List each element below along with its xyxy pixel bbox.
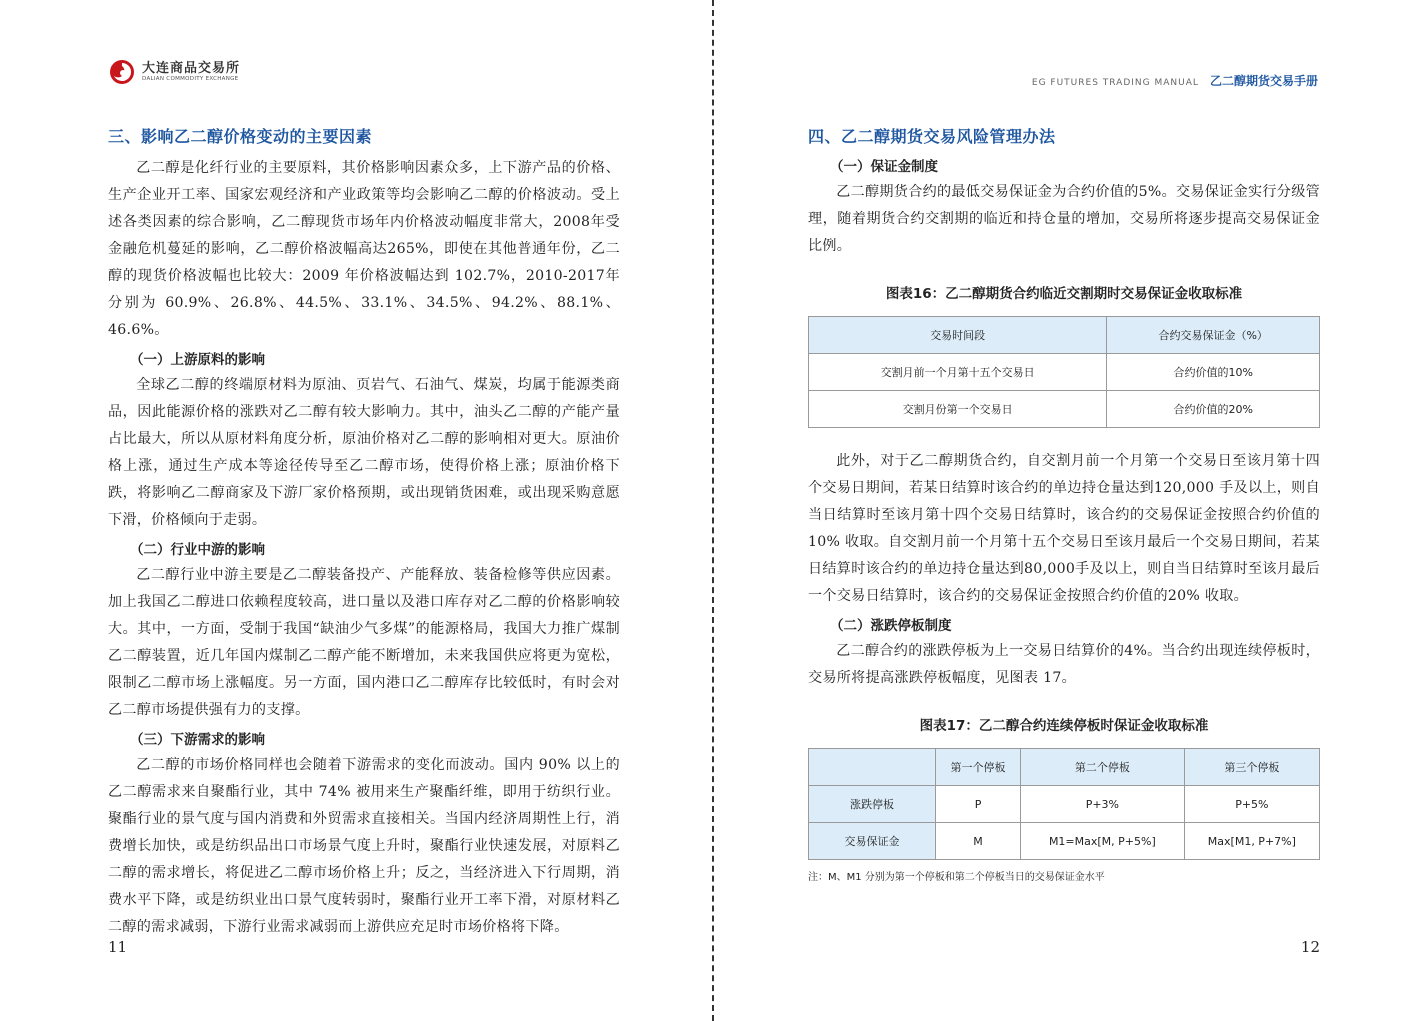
table-row <box>809 823 1320 860</box>
midstream-paragraph: 乙二醇行业中游主要是乙二醇装备投产、产能释放、装备检修等供应因素。加上我国乙二醇进口依赖程度较高，进口量以及港口库存对乙二醇的价格影响较大。其中，一方面，受制于我国“缺油少气多煤”的能源格局，我国大力推广煤制乙二醇装置，近几年国内煤制乙二醇产能不断增加，未来我国供应将更为宽松，限制乙二醇市场上涨幅度。另一方面，国内港口乙二醇库存比较低时，有时会对乙二醇市场提供强有力的支撑。 <box>108 567 620 718</box>
right-content <box>808 120 1320 883</box>
limit-table-17 <box>808 748 1320 860</box>
dce-logo-icon <box>108 58 136 86</box>
subsection-upstream-title: （一）上游原料的影响 <box>130 352 265 368</box>
table-cell: P+5% <box>1184 786 1319 823</box>
figure-16-title: 图表16：乙二醇期货合约临近交割期时交易保证金收取标准 <box>885 286 1243 302</box>
section-title-3: 三、影响乙二醇价格变动的主要因素 <box>108 127 373 146</box>
right-page <box>714 0 1426 1021</box>
subsection-margin-title: （一）保证金制度 <box>830 159 938 175</box>
intro-paragraph: 乙二醇是化纤行业的主要原料，其价格影响因素众多，上下游产品的价格、生产企业开工率、国家宏观经济和产业政策等均会影响乙二醇的价格波动。受上述各类因素的综合影响，乙二醇现货市场年内价格波动幅度非常大，2008年受金融危机蔓延的影响，乙二醇价格波幅高达265%，即使在其他普通年份，乙二醇的现货价格波幅也比较大：2009 年价格波幅达到 102.7%，2010-2017年分别为 60.9%、26.8%、44.5%、33.1%、34.5%、94.2%、88.1%、46.6%。 <box>108 160 620 338</box>
table-cell: 交割月份第一个交易日 <box>809 391 1107 428</box>
table-cell: P+3% <box>1021 786 1185 823</box>
left-content <box>108 120 620 945</box>
dce-logo <box>108 58 240 86</box>
limit-paragraph: 乙二醇合约的涨跌停板为上一交易日结算价的4%。当合约出现连续停板时，交易所将提高涨跌停板幅度，见图表 17。 <box>808 643 1320 686</box>
table-cell: M1=Max[M, P+5%] <box>1021 823 1185 860</box>
table-header-cell: 第二个停板 <box>1021 749 1185 786</box>
position-limit-paragraph: 此外，对于乙二醇期货合约，自交割月前一个月第一个交易日至该月第十四个交易日期间，若某日结算时该合约的单边持仓量达到120,000 手及以上，则自当日结算时至该月第十四个交易日结算时，该合约的交易保证金按照合约价值的10% 收取。自交割月前一个月第十五个交易日至该月最后一个交易日期间，若某日结算时该合约的单边持仓量达到80,000手及以上，则自当日结算时至该月最后一个交易日结算时，该合约的交易保证金按照合约价值的20% 收取。 <box>808 453 1320 604</box>
running-header-en: EG FUTURES TRADING MANUAL <box>1031 78 1199 88</box>
running-header <box>1032 70 1318 89</box>
table-row <box>809 786 1320 823</box>
table-cell: 合约价值的10% <box>1107 354 1320 391</box>
margin-paragraph: 乙二醇期货合约的最低交易保证金为合约价值的5%。交易保证金实行分级管理，随着期货合约交割期的临近和持仓量的增加，交易所将逐步提高交易保证金比例。 <box>808 184 1320 254</box>
table-row <box>809 354 1320 391</box>
table-header-row <box>809 317 1320 354</box>
subsection-downstream-title: （三）下游需求的影响 <box>130 732 265 748</box>
margin-table-16 <box>808 316 1320 428</box>
table-header-cell: 第三个停板 <box>1184 749 1319 786</box>
logo-cn-text: 大连商品交易所 <box>142 60 241 76</box>
table-cell: P <box>936 786 1021 823</box>
upstream-paragraph: 全球乙二醇的终端原材料为原油、页岩气、石油气、煤炭，均属于能源类商品，因此能源价格的涨跌对乙二醇有较大影响力。其中，油头乙二醇的产能产量占比最大，所以从原材料角度分析，原油价格对乙二醇的影响相对更大。原油价格上涨，通过生产成本等途径传导至乙二醇市场，使得价格上涨；原油价格下跌，将影响乙二醇商家及下游厂家价格预期，或出现销货困难，或出现采购意愿下滑，价格倾向于走弱。 <box>108 377 620 528</box>
table-cell: 交割月前一个月第十五个交易日 <box>809 354 1107 391</box>
section-title-4: 四、乙二醇期货交易风险管理办法 <box>808 127 1056 146</box>
table-header-cell: 合约交易保证金（%） <box>1107 317 1320 354</box>
table-row <box>809 391 1320 428</box>
table-cell: M <box>936 823 1021 860</box>
table-header-row <box>809 749 1320 786</box>
table-row-header: 涨跌停板 <box>809 786 936 823</box>
page-number-right: 12 <box>1300 938 1320 956</box>
logo-en-text: DALIAN COMMODITY EXCHANGE <box>142 75 239 82</box>
subsection-limit-title: （二）涨跌停板制度 <box>830 618 952 634</box>
subsection-midstream-title: （二）行业中游的影响 <box>130 542 265 558</box>
left-page <box>0 0 712 1021</box>
table-cell: 合约价值的20% <box>1107 391 1320 428</box>
table-cell: Max[M1, P+7%] <box>1184 823 1319 860</box>
table-header-cell: 交易时间段 <box>809 317 1107 354</box>
figure-17-title: 图表17：乙二醇合约连续停板时保证金收取标准 <box>919 718 1209 734</box>
table-note: 注：M、M1 分别为第一个停板和第二个停板当日的交易保证金水平 <box>808 872 1105 883</box>
running-header-cn: 乙二醇期货交易手册 <box>1209 74 1318 88</box>
table-header-cell: 第一个停板 <box>936 749 1021 786</box>
table-row-header: 交易保证金 <box>809 823 936 860</box>
table-header-cell <box>809 749 936 786</box>
page-number-left: 11 <box>108 938 128 956</box>
downstream-paragraph: 乙二醇的市场价格同样也会随着下游需求的变化而波动。国内 90% 以上的乙二醇需求来自聚酯行业，其中 74% 被用来生产聚酯纤维，即用于纺织行业。聚酯行业的景气度与国内消费和外贸需求直接相关。当国内经济周期性上行，消费增长加快，或是纺织品出口市场景气度上升时，聚酯行业快速发展，对原料乙二醇的需求增长，将促进乙二醇市场价格上升；反之，当经济进入下行周期，消费水平下降，或是纺织业出口景气度转弱时，聚酯行业开工率下滑，对原材料乙二醇的需求减弱，下游行业需求减弱而上游供应充足时市场价格将下降。 <box>108 757 620 935</box>
